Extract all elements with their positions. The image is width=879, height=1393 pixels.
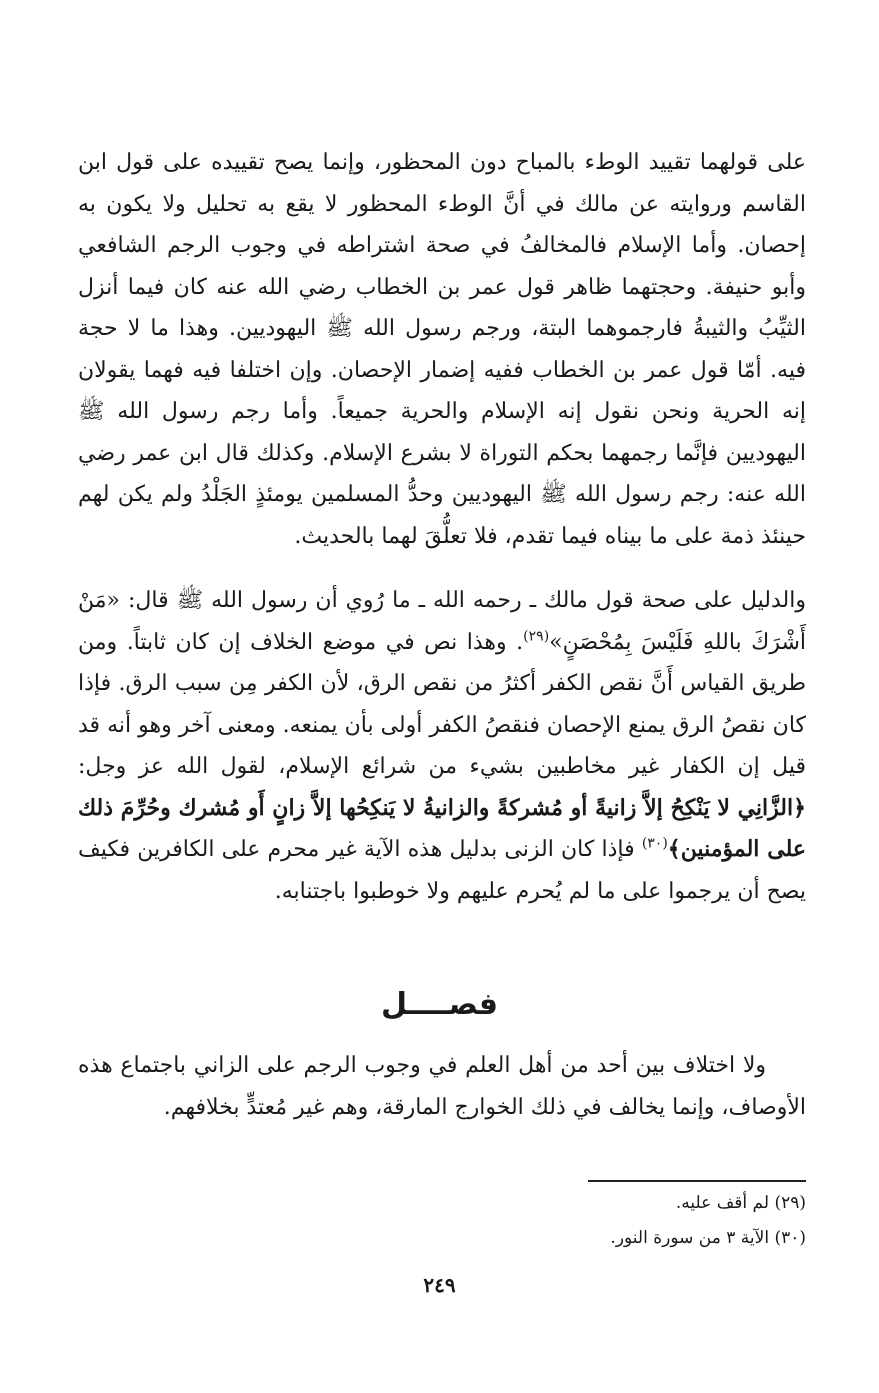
footnote-ref: (٣٠) [641,835,668,852]
body-paragraph-3 [78,1045,806,1128]
quran-verse: ﴿الزَّانِي لا يَنْكِحُ إلاَّ زانيةً أو مُشركةً والزانيةُ لا يَنكِحُها إلاَّ زانٍ أَو مُشرك وحُرِّمَ ذلك على المؤمنين﴾ [78,794,806,862]
footnote-divider [588,1180,806,1182]
paragraph-text: على قولهما تقييد الوطء بالمباح دون المحظور، وإنما يصح تقييده على قول ابن القاسم وروايته عن مالك في أنَّ الوطء المحظور لا يقع به تحليل ولا يكون به إحصان. وأما الإسلام فالمخالفُ في صحة اشتراطه في وجوب الرجم الشافعي وأبو حنيفة. وحجتهما ظاهر قول عمر بن الخطاب رضي الله عنه كان فيما أنزل الثيِّبُ والثيبةُ فارجموهما البتة، ورجم رسول الله ﷺ اليهوديين. وهذا ما لا حجة فيه. أمّا قول عمر بن الخطاب ففيه إضمار الإحصان. وإن اختلفا فيه فهما يقولان إنه الحرية ونحن نقول إنه الإسلام والحرية جميعاً. وأما رجم رسول الله ﷺ اليهوديين فإنَّما رجمهما بحكم التوراة لا بشرع الإسلام. وكذلك قال ابن عمر رضي الله عنه: رجم رسول الله ﷺ اليهوديين وحدُّ المسلمين يومئذٍ الجَلْدُ ولم يكن لهم حينئذ ذمة على ما بيناه فيما تقدم، فلا تعلُّقَ لهما بالحديث. [78,150,806,549]
paragraph-text-part: والدليل على صحة قول مالك ـ رحمه الله ـ ما رُوي أن رسول الله ﷺ قال: «مَنْ أَشْرَكَ باللهِ فَلَيْسَ بِمُحْصَنٍ» [78,588,807,655]
footnotes [78,1186,806,1256]
footnote-item: (٣٠) الآية ٣ من سورة النور. [610,1228,806,1248]
paragraph-text-part: . وهذا نص في موضع الخلاف إن كان ثابتاً. ومن طريق القياس أَنَّ نقص الكفر أكثرُ من نقص الرق، لأن الكفر مِن سبب الرق. فإذا كان نقصُ الرق يمنع الإحصان فنقصُ الكفر أولى بأن يمنعه. ومعنى آخر وهو أنه قد قيل إن الكفار غير مخاطبين بشيء من شرائع الإسلام، لقول الله عز وجل: [78,629,806,779]
footnote-ref: (٢٩) [523,628,550,645]
paragraph-text [78,580,806,912]
footnote-item: (٢٩) لم أقف عليه. [675,1193,806,1213]
section-heading: فصــــل [381,987,498,1022]
body-paragraph-2 [78,580,806,912]
paragraph-text: ولا اختلاف بين أحد من أهل العلم في وجوب الرجم على الزاني باجتماع هذه الأوصاف، وإنما يخالف في ذلك الخوارج المارقة، وهم غير مُعتدٍّ بخلافهم. [78,1053,806,1120]
paragraph-text-part: فإذا كان الزنى بدليل هذه الآية غير محرم على الكافرين فكيف يصح أن يرجموا على ما لم يُحرم عليهم ولا خوطبوا باجتنابه. [78,837,806,904]
page-number: ٢٤٩ [423,1273,456,1297]
body-paragraph-1 [78,142,806,557]
